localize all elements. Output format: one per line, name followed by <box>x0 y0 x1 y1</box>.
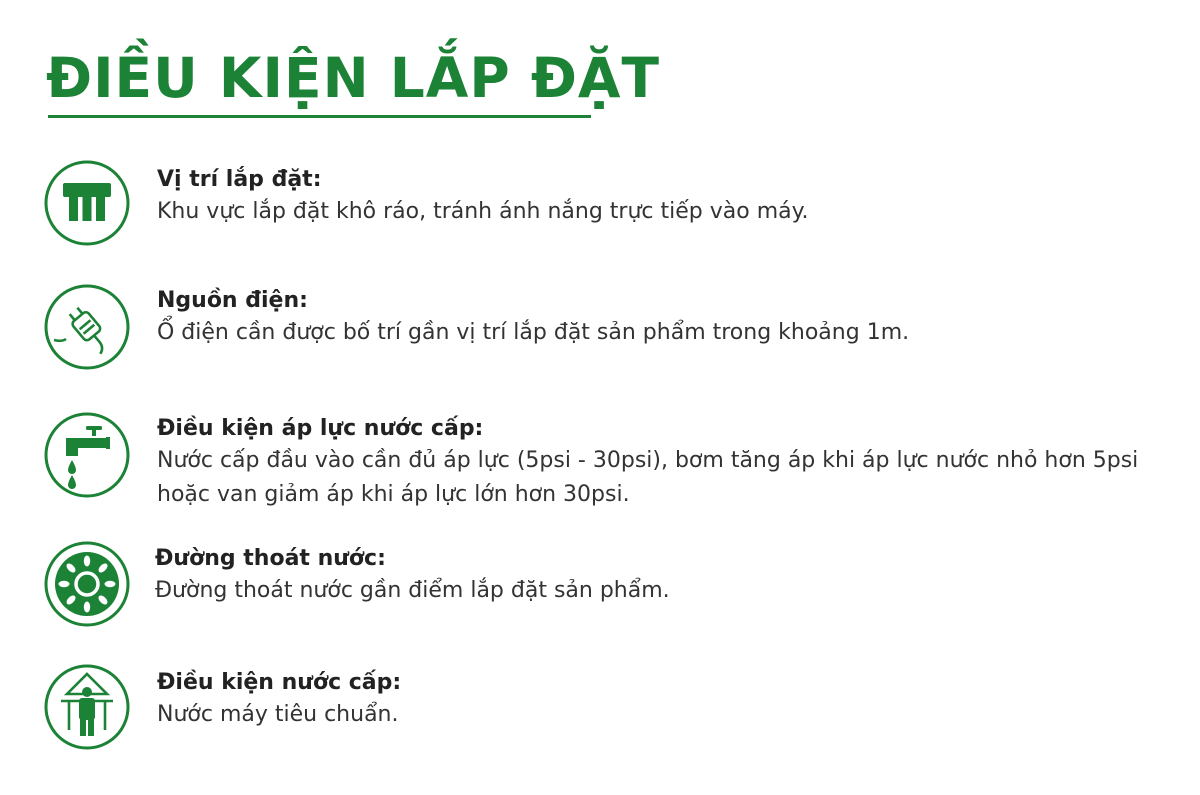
title-underline <box>48 115 591 118</box>
item-heading: Điều kiện áp lực nước cấp: <box>157 416 484 441</box>
page-title: ĐIỀU KIỆN LẮP ĐẶT <box>46 46 660 110</box>
water-faucet-icon <box>44 412 130 498</box>
item-body: Đường thoát nước gần điểm lắp đặt sản phẩm. <box>155 578 670 603</box>
wall-mount-icon <box>44 160 130 246</box>
power-plug-icon <box>44 284 130 370</box>
item-body: Nước cấp đầu vào cần đủ áp lực (5psi - 30psi), bơm tăng áp khi áp lực nước nhỏ hơn 5psi hoặc van giảm áp khi áp lực lớn hơn 30psi. <box>157 448 1139 507</box>
item-body: Nước máy tiêu chuẩn. <box>157 702 399 727</box>
item-heading: Vị trí lắp đặt: <box>157 167 322 192</box>
item-heading: Đường thoát nước: <box>155 546 386 571</box>
drain-icon <box>44 541 130 627</box>
item-heading: Điều kiện nước cấp: <box>157 670 402 695</box>
item-body: Ổ điện cần được bố trí gần vị trí lắp đặt sản phẩm trong khoảng 1m. <box>157 320 910 345</box>
tap-water-icon <box>44 664 130 750</box>
item-body: Khu vực lắp đặt khô ráo, tránh ánh nắng trực tiếp vào máy. <box>157 199 809 224</box>
item-heading: Nguồn điện: <box>157 288 308 313</box>
